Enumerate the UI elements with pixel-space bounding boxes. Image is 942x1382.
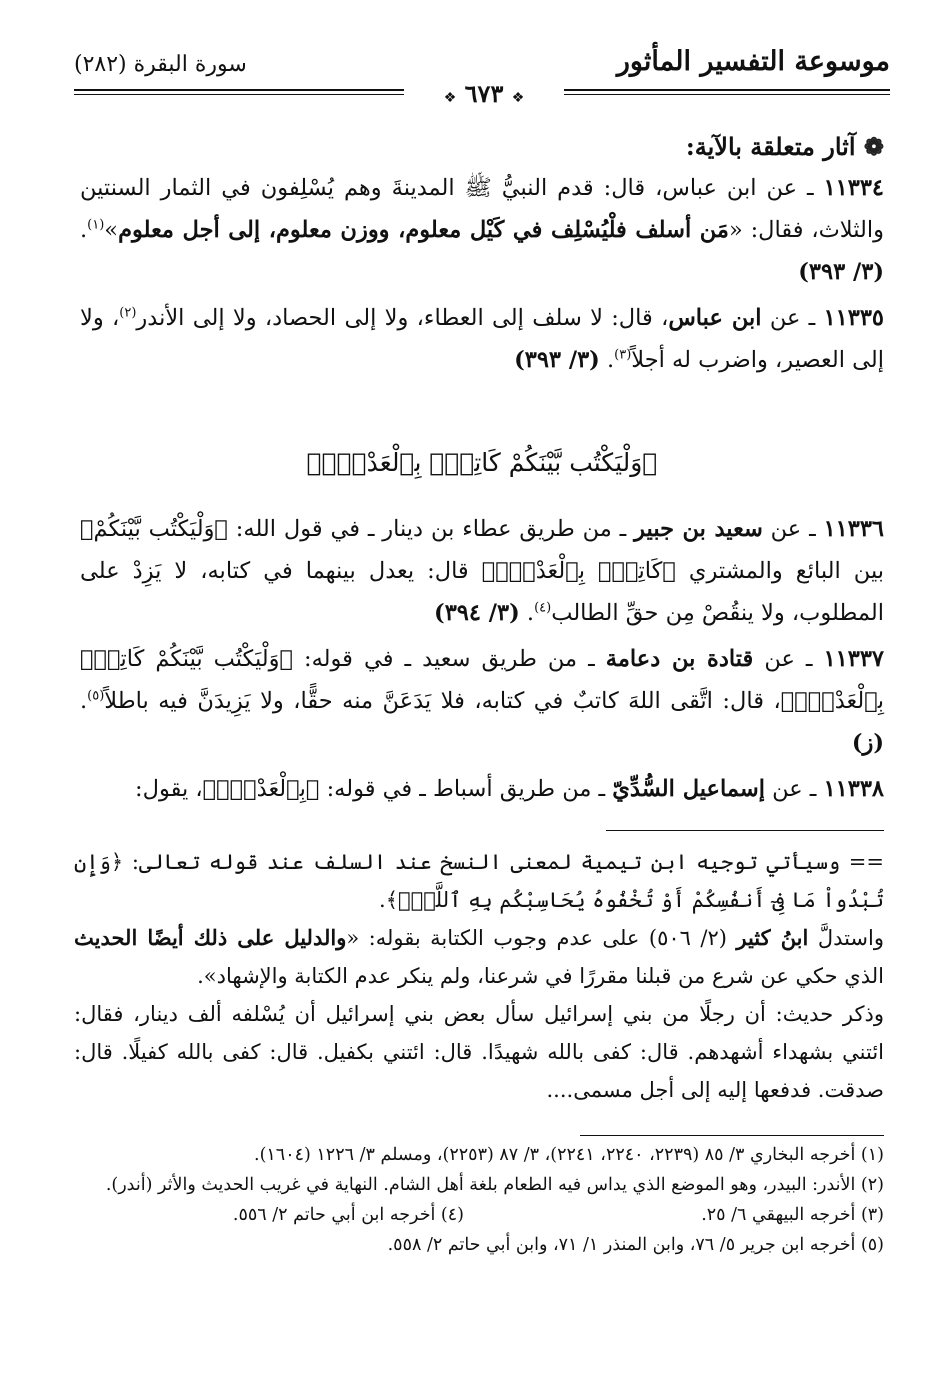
- athar-text: .: [599, 347, 615, 373]
- footnote-row: [74, 1200, 884, 1230]
- ornament-icon: ❖: [511, 90, 525, 106]
- footnotes: [74, 1140, 884, 1260]
- athar-text: .: [80, 217, 88, 243]
- scholar-name: ابنُ كثير: [736, 925, 809, 950]
- athar-text: »: [104, 217, 119, 243]
- athar-text: ، قال: لا سلف إلى العطاء، ولا إلى الحصاد، ولا إلى الأندر: [136, 305, 669, 331]
- athar-paragraph: [80, 638, 884, 764]
- athar-text: ـ عن: [762, 516, 824, 542]
- section-heading: [80, 132, 884, 161]
- athar-paragraph: [80, 167, 884, 293]
- athar-paragraph: [80, 508, 884, 634]
- footnote-ref[interactable]: (٣): [614, 347, 632, 363]
- footnote-ref[interactable]: (٥): [87, 688, 105, 704]
- athar-bold-text: مَن أسلف فلْيُسْلِف في كَيْل معلوم، ووزن معلوم، إلى أجل معلوم: [118, 217, 729, 243]
- footnote-ref[interactable]: (٤): [534, 600, 552, 616]
- continuation-mark: ==: [840, 850, 884, 874]
- footnote: (٤) أخرجه ابن أبي حاتم ٢/ ٥٥٦.: [232, 1205, 464, 1225]
- commentary-line: [74, 919, 884, 995]
- flower-icon: ❁: [863, 132, 884, 161]
- volume-ref: (٣/ ٣٩٣): [514, 347, 600, 373]
- book-title: موسوعة التفسير المأثور: [616, 46, 890, 77]
- surah-label: سورة البقرة (٢٨٢): [74, 52, 247, 77]
- athar-number: ١١٣٣٥: [823, 305, 884, 331]
- footnote: (٣) أخرجه البيهقي ٦/ ٢٥.: [701, 1205, 884, 1225]
- athar-text: .: [80, 688, 88, 714]
- volume-ref: (٣/ ٣٩٤): [434, 600, 520, 626]
- page-number-box: [404, 79, 564, 108]
- athar-number: ١١٣٣٤: [823, 175, 884, 201]
- athar-text: ـ عن: [753, 646, 824, 672]
- athar-text: ، ولا إلى العصير، واضرب له أجلاً: [80, 305, 884, 373]
- verse-heading: ﴿وَلْيَكْتُب بَّيْنَكُمْ كَاتِبٌۢ بِٱلْعَدْلِۚ﴾: [306, 448, 658, 477]
- narrator-name: ابن عباس: [668, 305, 762, 331]
- quoted-bold: والدليل على ذلك أيضًا الحديث: [74, 925, 347, 950]
- athar-text: ـ عن: [761, 305, 824, 331]
- commentary-line: وذكر حديث: أن رجلًا من بني إسرائيل سأل بعض بني إسرائيل أن يُسْلفه ألف دينار، فقال: ائتني بشهداء أشهدهم. قال: كفى بالله شهيدًا. قال: ائتني بكفيل. قال: كفى بالله كفيلًا. قال: صدقت. فدفعها إليه إلى أجل مسمى....: [74, 1002, 884, 1102]
- footnote-separator: [580, 1135, 884, 1136]
- main-text-2: [80, 508, 884, 814]
- narrator-name: إسماعيل السُّدِّيّ: [612, 776, 765, 802]
- commentary-line: [74, 843, 884, 919]
- volume-ref: (٣/ ٣٩٣): [798, 259, 884, 285]
- commentary-text: الذي حكي عن شرع من قبلنا مقررًا في شرعنا، ولم ينكر عدم الكتابة والإشهاد».: [197, 964, 884, 988]
- commentary-text: وسيأتي توجيه ابن تيمية لمعنى النسخ عند السلف عند قوله تعالى: ﴿وَإِن تُبْدُواْ مَا فِىٓ أَنفُسِكُمْ أَوْ تُخْفُوهُ يُحَاسِبْكُم بِهِ ٱللَّهُۖ﴾.: [74, 850, 884, 912]
- footnote-separator: [606, 830, 884, 831]
- running-header: [74, 38, 890, 108]
- narrator-name: قتادة بن دعامة: [605, 646, 754, 672]
- section-title: آثار متعلقة بالآية:: [685, 132, 856, 161]
- athar-number: ١١٣٣٧: [823, 646, 885, 672]
- volume-ref: (ز): [851, 730, 884, 756]
- footnote: (٥) أخرجه ابن جرير ٥/ ٧٦، وابن المنذر ١/ ٧١، وابن أبي حاتم ٢/ ٥٥٨.: [387, 1235, 884, 1255]
- footnote-ref[interactable]: (٢): [119, 305, 137, 321]
- athar-text: ـ من طريق سعيد ـ في قوله: ﴿وَلْيَكْتُب بَّيْنَكُمْ كَاتِبٌۢ بِٱلْعَدْلِۚ﴾، قال: اتَّقى اللهَ كاتبٌ في كتابه، فلا يَدَعَنَّ منه حقًّا، ولا يَزِيدَنَّ فيه باطلاً: [80, 646, 884, 714]
- athar-number: ١١٣٣٦: [823, 516, 884, 542]
- athar-text: ـ عن ابن عباس، قال: قدم النبيُّ ﷺ المدينةَ وهم يُسْلِفون في الثمار السنتين والثلاث، فقال: «: [80, 175, 884, 243]
- athar-text: ـ من طريق عطاء بن دينار ـ في قول الله: ﴿وَلْيَكْتُب بَّيْنَكُمْ﴾ بين البائع والمشتري ﴿كَاتِبٌۢ بِٱلْعَدْلِۚ﴾ قال: يعدل بينهما في كتابه، لا يَزِدْ على المطلوب، ولا ينقُصْ مِن حقِّ الطالب: [80, 516, 884, 626]
- commentary-continuation: [74, 843, 884, 1109]
- athar-paragraph: [80, 297, 884, 381]
- page-number: ٦٧٣: [464, 79, 504, 108]
- footnote-ref[interactable]: (١): [87, 217, 105, 233]
- main-text: [80, 128, 884, 385]
- commentary-text: واستدلَّ: [808, 926, 885, 950]
- ornament-icon: ❖: [443, 90, 457, 106]
- footnote: (٢) الأندر: البيدر، وهو الموضع الذي يداس فيه الطعام بلغة أهل الشام. النهاية في غريب الحديث والأثر (أندر).: [105, 1175, 884, 1195]
- athar-number: ١١٣٣٨: [823, 776, 884, 802]
- athar-text: .: [519, 600, 535, 626]
- narrator-name: سعيد بن جبير: [634, 516, 763, 542]
- commentary-text: (٢/ ٥٠٦) على عدم وجوب الكتابة بقوله: «: [346, 926, 737, 950]
- athar-paragraph: [80, 768, 884, 810]
- footnote: (١) أخرجه البخاري ٣/ ٨٥ (٢٢٣٩، ٢٢٤٠، ٢٢٤١)، ٣/ ٨٧ (٢٢٥٣)، ومسلم ٣/ ١٢٢٦ (١٦٠٤).: [254, 1145, 884, 1165]
- athar-text: ـ عن: [764, 776, 824, 802]
- athar-text: ـ من طريق أسباط ـ في قوله: ﴿بِٱلْعَدْلِۚ﴾، يقول:: [135, 776, 613, 802]
